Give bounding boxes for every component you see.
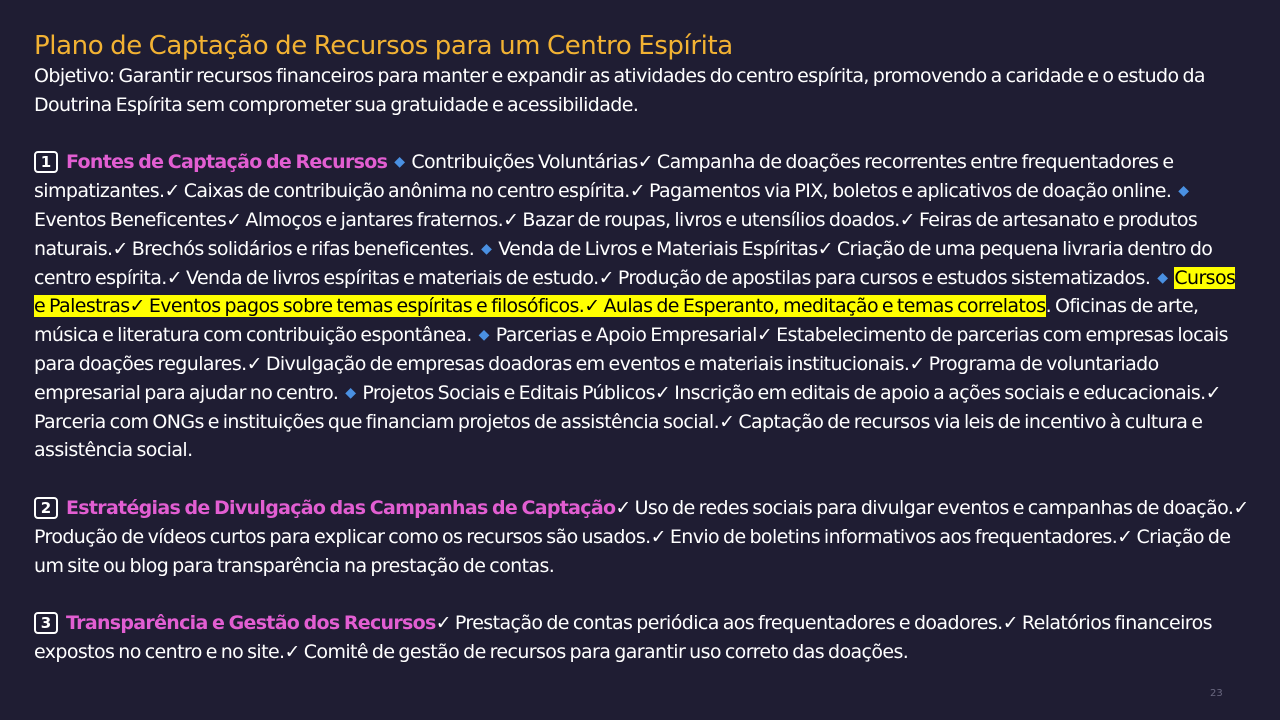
slide — [34, 30, 1249, 667]
list-item: Comitê de gestão de recursos para garantir uso correto das doações. — [303, 640, 909, 663]
slide-title: Plano de Captação de Recursos para um Centro Espírita — [34, 31, 733, 61]
list-item: Campanha de doações recorrentes entre frequentadores e simpatizantes. — [34, 151, 1174, 203]
check-icon: ✓ — [909, 352, 925, 375]
check-icon: ✓ — [598, 266, 614, 289]
list-item: Relatórios financeiros expostos no centro e no site. — [34, 612, 1212, 663]
group-name: Projetos Sociais e Editais Públicos — [362, 381, 655, 404]
check-icon: ✓ — [246, 352, 262, 375]
list-item: Estabelecimento de parcerias com empresas locais para doações regulares. — [34, 324, 1228, 375]
list-item: Feiras de artesanato e produtos naturais. — [34, 208, 1198, 260]
list-item: Produção de vídeos curtos para explicar como os recursos são usados. — [34, 525, 651, 548]
group-name: Contribuições Voluntárias — [411, 151, 638, 174]
list-item: . Oficinas de arte, música e literatura com contribuição espontânea. — [34, 295, 1199, 347]
page-number: 23 — [1210, 688, 1223, 699]
list-item: Criação de um site ou blog para transparência na prestação de contas. — [34, 525, 1231, 577]
diamond-icon: ◆ — [345, 384, 356, 401]
group-name: Eventos Beneficentes — [34, 208, 227, 231]
diamond-icon: ◆ — [1157, 269, 1168, 286]
check-icon: ✓ — [129, 295, 145, 318]
list-item: Envio de boletins informativos aos frequentadores. — [669, 525, 1118, 548]
check-icon: ✓ — [284, 640, 300, 663]
list-item: Uso de redes sociais para divulgar eventos e campanhas de doação. — [634, 496, 1234, 519]
list-item: Pagamentos via PIX, boletos e aplicativos de doação online. — [649, 180, 1172, 203]
check-icon: ✓ — [817, 237, 833, 260]
list-item: Almoços e jantares fraternos. — [245, 208, 504, 231]
group-name: Cursos e Palestras — [34, 266, 1236, 318]
number-1-icon: 1 — [34, 151, 58, 173]
diamond-icon: ◆ — [478, 327, 489, 344]
section-2 — [34, 494, 1249, 580]
diamond-icon: ◆ — [1178, 183, 1189, 200]
section-1 — [34, 148, 1249, 465]
section-2-heading: Estratégias de Divulgação das Campanhas de Captação — [66, 496, 616, 519]
check-icon: ✓ — [615, 496, 631, 519]
check-icon: ✓ — [719, 410, 735, 433]
check-icon: ✓ — [899, 208, 915, 231]
list-item: Criação de uma pequena livraria dentro do centro espírita. — [34, 237, 1213, 289]
list-item: Brechós solidários e rifas beneficentes. — [131, 237, 475, 260]
check-icon: ✓ — [435, 612, 451, 635]
check-icon: ✓ — [756, 324, 773, 347]
group-name: Parcerias e Apoio Empresarial — [495, 324, 757, 347]
list-item: Inscrição em editais de apoio a ações sociais e educacionais. — [674, 381, 1206, 404]
check-icon: ✓ — [637, 151, 653, 174]
list-item: Divulgação de empresas doadoras em eventos e materiais institucionais. — [265, 352, 910, 375]
check-icon: ✓ — [654, 381, 671, 404]
group-name: Venda de Livros e Materiais Espíritas — [498, 237, 818, 260]
check-icon: ✓ — [112, 237, 128, 260]
section-1-heading: Fontes de Captação de Recursos — [66, 151, 388, 174]
list-item: Prestação de contas periódica aos frequentadores e doadores. — [454, 612, 1003, 635]
diamond-icon: ◆ — [481, 240, 492, 257]
check-icon: ✓ — [1205, 381, 1221, 404]
check-icon: ✓ — [226, 208, 242, 231]
check-icon: ✓ — [1117, 525, 1133, 548]
check-icon: ✓ — [164, 180, 180, 203]
section-3 — [34, 609, 1249, 667]
list-item: Aulas de Esperanto, meditação e temas correlatos — [603, 295, 1046, 318]
list-item: Programa de voluntariado empresarial para ajudar no centro. — [34, 352, 1159, 404]
check-icon: ✓ — [1002, 612, 1018, 635]
objective-text: Objetivo: Garantir recursos financeiros para manter e expandir as atividades do centro espírita, promovendo a caridade e o estudo da Doutrina Espírita sem comprometer sua gratuidade e acessibilidade. — [34, 65, 1205, 116]
section-3-heading: Transparência e Gestão dos Recursos — [66, 612, 436, 635]
list-item: Parceria com ONGs e instituições que financiam projetos de assistência social. — [34, 410, 720, 433]
list-item: Venda de livros espíritas e materiais de estudo. — [186, 266, 599, 289]
list-item: Caixas de contribuição anônima no centro espírita. — [183, 180, 630, 203]
number-3-icon: 3 — [34, 612, 58, 634]
check-icon: ✓ — [650, 525, 666, 548]
diamond-icon: ◆ — [394, 154, 405, 171]
check-icon: ✓ — [629, 180, 646, 203]
check-icon: ✓ — [166, 266, 183, 289]
list-item: Bazar de roupas, livros e utensílios doados. — [522, 208, 900, 231]
number-2-icon: 2 — [34, 497, 58, 519]
check-icon: ✓ — [584, 295, 600, 318]
list-item: Captação de recursos via leis de incentivo à cultura e assistência social. — [34, 410, 1203, 462]
list-item: Eventos pagos sobre temas espíritas e filosóficos. — [148, 295, 585, 318]
check-icon: ✓ — [1233, 496, 1249, 519]
list-item: Produção de apostilas para cursos e estudos sistematizados. — [617, 266, 1151, 289]
check-icon: ✓ — [503, 208, 519, 231]
